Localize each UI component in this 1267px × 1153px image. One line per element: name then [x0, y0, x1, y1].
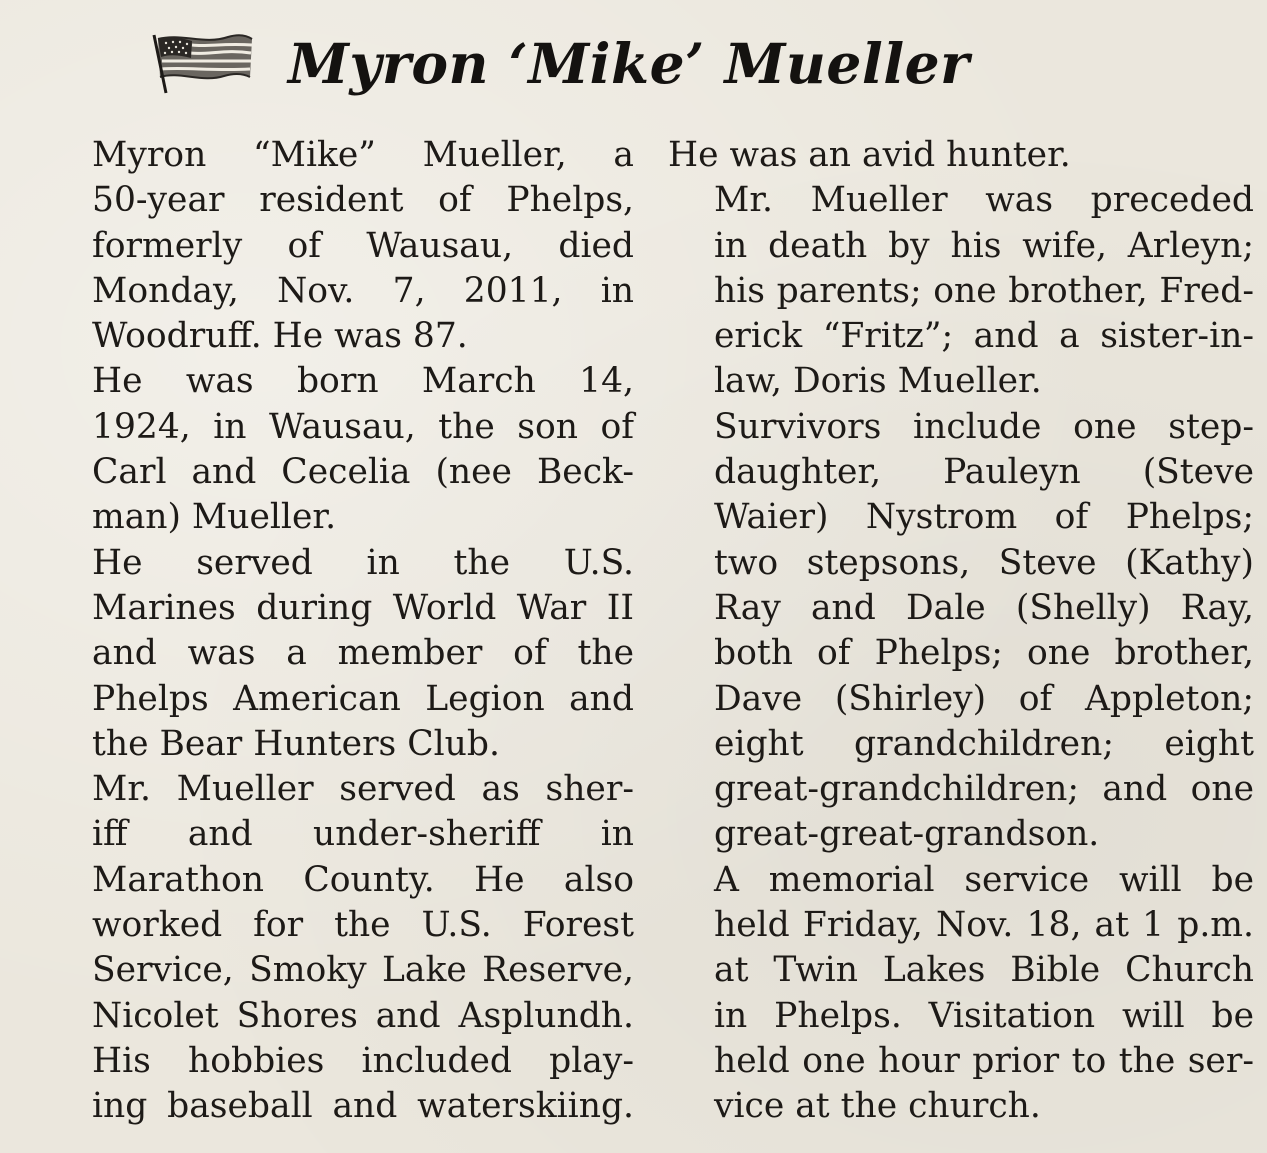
text-line: great-great-grandson. [714, 814, 1100, 855]
text-line: Ray and Dale (Shelly) Ray, [714, 587, 1254, 628]
text-line: Mr. Mueller was preceded [714, 180, 1254, 221]
paragraph-birth [46, 359, 634, 540]
text-line: two stepsons, Steve (Kathy) [714, 542, 1254, 583]
paragraph-death-notice [46, 133, 634, 359]
text-line: held one hour prior to the ser- [714, 1040, 1254, 1081]
text-line: erick “Fritz”; and a sister-in- [714, 316, 1254, 357]
text-line: He served in the U.S. [92, 542, 634, 583]
text-line: Nicolet Shores and Asplundh. [92, 995, 634, 1036]
text-line: 1924, in Wausau, the son of [92, 406, 634, 447]
text-line: the Bear Hunters Club. [92, 723, 500, 764]
text-line: Dave (Shirley) of Appleton; [714, 678, 1254, 719]
text-line: great-grandchildren; and one [714, 769, 1254, 810]
text-line: worked for the U.S. Forest [92, 905, 634, 946]
text-line: formerly of Wausau, died [92, 225, 634, 266]
text-line: 50-year resident of Phelps, [92, 180, 634, 221]
text-line: held Friday, Nov. 18, at 1 p.m. [714, 905, 1254, 946]
headline [152, 18, 970, 108]
text-line: iff and under-sheriff in [92, 814, 634, 855]
paragraph-preceded [668, 178, 1254, 404]
text-line: Woodruff. He was 87. [92, 316, 468, 357]
text-line: His hobbies included play- [92, 1040, 634, 1081]
text-line: ing baseball and waterskiing. [92, 1086, 634, 1127]
text-line: Service, Smoky Lake Reserve, [92, 950, 634, 991]
paragraph-memorial [668, 858, 1254, 1130]
text-line: daughter, Pauleyn (Steve [714, 452, 1254, 493]
obituary-title: Myron ‘Mike’ Mueller [288, 30, 970, 96]
text-line: his parents; one brother, Fred- [714, 270, 1254, 311]
left-column [46, 133, 634, 1130]
text-line: He was born March 14, [92, 361, 634, 402]
text-line: He was an avid hunter. [668, 135, 1071, 175]
paragraph-hobbies-continued [668, 133, 1254, 178]
text-line: eight grandchildren; eight [714, 723, 1254, 764]
text-line: at Twin Lakes Bible Church [714, 950, 1254, 991]
paragraph-hobbies [46, 1039, 634, 1130]
text-line: and was a member of the [92, 633, 634, 674]
text-line: in Phelps. Visitation will be [714, 995, 1254, 1036]
text-line: Phelps American Legion and [92, 678, 634, 719]
text-line: A memorial service will be [714, 859, 1254, 900]
text-line: Marathon County. He also [92, 859, 634, 900]
text-line: Carl and Cecelia (nee Beck- [92, 452, 634, 493]
text-line: in death by his wife, Arleyn; [714, 225, 1254, 266]
text-line: Mr. Mueller served as sher- [92, 769, 634, 810]
text-line: law, Doris Mueller. [714, 361, 1042, 402]
right-column [668, 133, 1254, 1130]
text-line: vice at the church. [714, 1086, 1041, 1127]
paragraph-service [46, 541, 634, 767]
text-line: both of Phelps; one brother, [714, 633, 1254, 674]
american-flag-icon [152, 31, 256, 95]
text-line: Myron “Mike” Mueller, a [92, 135, 634, 175]
text-line: Marines during World War II [92, 587, 634, 628]
text-line: Waier) Nystrom of Phelps; [714, 497, 1254, 538]
text-line: man) Mueller. [92, 497, 337, 538]
text-line: Survivors include one step- [714, 406, 1254, 447]
text-line: Monday, Nov. 7, 2011, in [92, 270, 634, 311]
paragraph-career [46, 767, 634, 1039]
paragraph-survivors [668, 405, 1254, 858]
